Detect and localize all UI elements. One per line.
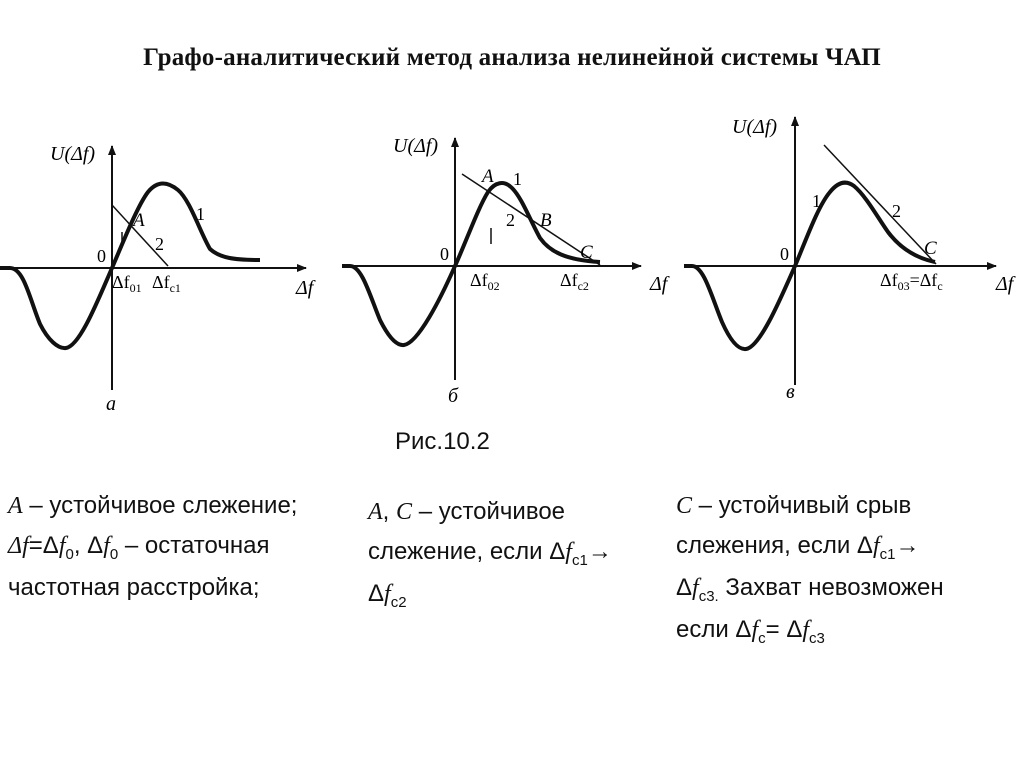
df0-label-a: $\Delta f_{01}$: [112, 272, 142, 295]
dfc-label-a: $\Delta f_{c1}$: [152, 272, 181, 295]
description-a: A – устойчивое слежение; $\Delta f=\Delta f_0$, $\Delta f_0$ – остаточная частотная расстройка;: [8, 492, 298, 601]
zero-label-b: 0: [440, 244, 449, 264]
point-c-label-b: C: [580, 242, 593, 263]
y-axis-label-c: U(Δf): [732, 116, 778, 138]
df-eq-label-c: $\Delta f_{03}=\Delta f_c$: [880, 270, 943, 293]
point-b-label-b: B: [540, 210, 552, 231]
characteristic-curve-a: [0, 184, 260, 349]
figure-caption: Рис.10.2: [395, 428, 490, 455]
point-a-label-a: A: [133, 210, 145, 231]
load-line-c: [824, 145, 936, 264]
point-c-label-c: C: [924, 238, 937, 259]
diagram-a: [0, 143, 316, 415]
curve-number-b: 1: [513, 169, 522, 189]
line-number-b: 2: [506, 210, 515, 230]
point-a-label-b: A: [482, 166, 494, 187]
x-axis-label-b: Δf: [650, 273, 668, 295]
diagram-letter-b: б: [448, 385, 459, 407]
slide-title: Графо-аналитический метод анализа нелинейной системы ЧАП: [143, 44, 881, 71]
line-number-c: 2: [892, 201, 901, 221]
x-axis-label-a: Δf: [296, 277, 314, 299]
y-axis-label-a: U(Δf): [50, 143, 96, 165]
curve-number-a: 1: [196, 204, 205, 224]
description-c: C – устойчивый срыв слежения, если $\Delta f_{c1}\to$ $\Delta f_{c3.}$ Захват невозможен если $\Delta f_c= \Delta f_{c3}$: [676, 492, 944, 647]
diagram-b: [342, 135, 670, 407]
dfc-label-b: $\Delta f_{c2}$: [560, 270, 589, 293]
df0-label-b: $\Delta f_{02}$: [470, 270, 500, 293]
description-b: A, C – устойчивое слежение, если $\Delta f_{c1}\to \Delta f_{c2}$: [368, 498, 612, 611]
curve-number-c: 1: [812, 191, 821, 211]
characteristic-curve-b: [342, 183, 600, 345]
line-number-a: 2: [155, 234, 164, 254]
diagram-letter-a: а: [106, 393, 116, 415]
y-axis-label-b: U(Δf): [393, 135, 439, 157]
zero-label-a: 0: [97, 246, 106, 266]
diagram-c: [684, 116, 1016, 403]
zero-label-c: 0: [780, 244, 789, 264]
diagram-letter-c: в: [786, 381, 795, 403]
x-axis-label-c: Δf: [996, 273, 1014, 295]
